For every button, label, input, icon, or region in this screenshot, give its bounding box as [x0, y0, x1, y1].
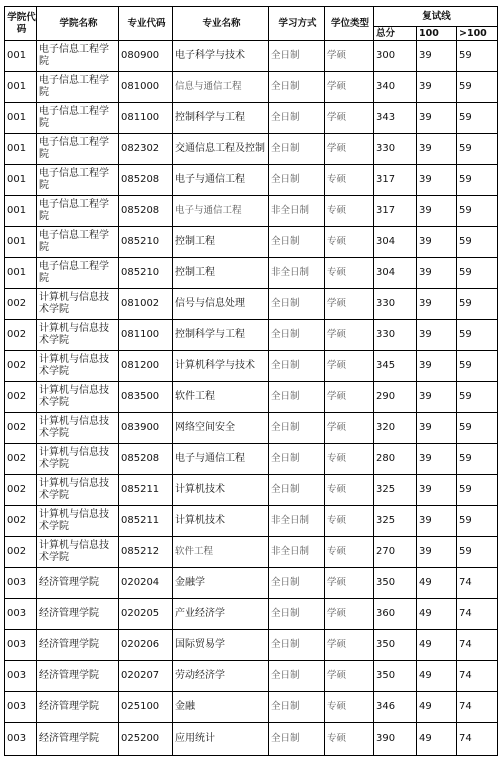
major-code-cell: 081100	[119, 320, 173, 351]
study-mode-cell: 全日制	[269, 599, 325, 630]
table-row	[5, 103, 498, 134]
major-code-cell: 081100	[119, 103, 173, 134]
study-mode-cell: 全日制	[269, 351, 325, 382]
college-code-cell: 003	[5, 630, 37, 661]
degree-type-cell: 专硕	[325, 165, 374, 196]
college-name-cell: 计算机与信息技术学院	[37, 320, 119, 351]
score-100-cell: 39	[417, 72, 457, 103]
table-row	[5, 165, 498, 196]
degree-type-cell: 学硕	[325, 134, 374, 165]
college-code-cell: 001	[5, 258, 37, 289]
study-mode-cell: 全日制	[269, 413, 325, 444]
study-mode-cell: 非全日制	[269, 537, 325, 568]
degree-type-cell: 专硕	[325, 537, 374, 568]
college-code-cell: 001	[5, 196, 37, 227]
major-name-cell: 计算机技术	[173, 506, 269, 537]
table-row	[5, 599, 498, 630]
college-code-cell: 001	[5, 72, 37, 103]
score-100-cell: 39	[417, 227, 457, 258]
degree-type-cell: 专硕	[325, 444, 374, 475]
major-code-cell: 020205	[119, 599, 173, 630]
college-name-cell: 电子信息工程学院	[37, 165, 119, 196]
major-code-cell: 081000	[119, 72, 173, 103]
score-gt100-cell: 59	[457, 351, 498, 382]
college-code-cell: 002	[5, 413, 37, 444]
major-code-cell: 085212	[119, 537, 173, 568]
total-score-cell: 325	[374, 506, 417, 537]
total-score-cell: 360	[374, 599, 417, 630]
table-row	[5, 134, 498, 165]
score-gt100-cell: 74	[457, 692, 498, 723]
major-code-cell: 085208	[119, 444, 173, 475]
total-score-cell: 346	[374, 692, 417, 723]
score-gt100-cell: 59	[457, 475, 498, 506]
degree-type-cell: 学硕	[325, 630, 374, 661]
score-100-cell: 39	[417, 165, 457, 196]
major-code-cell: 083900	[119, 413, 173, 444]
college-code-cell: 001	[5, 41, 37, 72]
college-name-cell: 经济管理学院	[37, 568, 119, 599]
major-code-cell: 085208	[119, 196, 173, 227]
major-code-cell: 081002	[119, 289, 173, 320]
score-100-cell: 39	[417, 382, 457, 413]
score-gt100-cell: 74	[457, 630, 498, 661]
college-name-cell: 计算机与信息技术学院	[37, 289, 119, 320]
score-100-cell: 39	[417, 41, 457, 72]
table-row	[5, 413, 498, 444]
major-name-cell: 金融学	[173, 568, 269, 599]
total-score-cell: 330	[374, 289, 417, 320]
college-name-cell: 计算机与信息技术学院	[37, 537, 119, 568]
major-code-cell: 080900	[119, 41, 173, 72]
college-code-cell: 002	[5, 475, 37, 506]
college-name-cell: 计算机与信息技术学院	[37, 413, 119, 444]
college-code-cell: 003	[5, 568, 37, 599]
table-row	[5, 320, 498, 351]
total-score-cell: 343	[374, 103, 417, 134]
major-name-cell: 软件工程	[173, 537, 269, 568]
score-gt100-cell: 74	[457, 599, 498, 630]
major-name-cell: 信息与通信工程	[173, 72, 269, 103]
major-name-cell: 交通信息工程及控制	[173, 134, 269, 165]
degree-type-cell: 专硕	[325, 692, 374, 723]
table-row	[5, 568, 498, 599]
major-code-cell: 085211	[119, 475, 173, 506]
score-gt100-cell: 59	[457, 227, 498, 258]
degree-type-cell: 学硕	[325, 413, 374, 444]
degree-type-cell: 学硕	[325, 320, 374, 351]
retest-score-table	[4, 6, 498, 756]
table-row	[5, 692, 498, 723]
total-score-cell: 304	[374, 258, 417, 289]
study-mode-cell: 全日制	[269, 289, 325, 320]
score-table-container	[4, 6, 498, 756]
table-row	[5, 196, 498, 227]
total-score-cell: 325	[374, 475, 417, 506]
study-mode-cell: 全日制	[269, 661, 325, 692]
college-code-cell: 002	[5, 506, 37, 537]
score-gt100-cell: 59	[457, 165, 498, 196]
study-mode-cell: 全日制	[269, 692, 325, 723]
study-mode-cell: 全日制	[269, 444, 325, 475]
major-name-cell: 计算机科学与技术	[173, 351, 269, 382]
total-score-cell: 350	[374, 661, 417, 692]
college-code-cell: 002	[5, 444, 37, 475]
college-name-cell: 电子信息工程学院	[37, 134, 119, 165]
score-gt100-cell: 74	[457, 568, 498, 599]
score-gt100-cell: 59	[457, 289, 498, 320]
college-code-cell: 002	[5, 351, 37, 382]
major-name-cell: 金融	[173, 692, 269, 723]
major-name-cell: 电子与通信工程	[173, 444, 269, 475]
degree-type-cell: 专硕	[325, 475, 374, 506]
header-major-name: 专业名称	[173, 7, 269, 41]
study-mode-cell: 全日制	[269, 723, 325, 756]
major-code-cell: 025100	[119, 692, 173, 723]
major-name-cell: 电子与通信工程	[173, 165, 269, 196]
header-major-code: 专业代码	[119, 7, 173, 41]
college-code-cell: 001	[5, 134, 37, 165]
score-gt100-cell: 59	[457, 413, 498, 444]
degree-type-cell: 学硕	[325, 289, 374, 320]
college-code-cell: 003	[5, 692, 37, 723]
total-score-cell: 317	[374, 165, 417, 196]
degree-type-cell: 专硕	[325, 196, 374, 227]
score-100-cell: 39	[417, 444, 457, 475]
college-name-cell: 经济管理学院	[37, 692, 119, 723]
major-name-cell: 网络空间安全	[173, 413, 269, 444]
header-college-code: 学院代码	[5, 7, 37, 41]
table-row	[5, 289, 498, 320]
table-row	[5, 723, 498, 756]
score-100-cell: 39	[417, 537, 457, 568]
college-code-cell: 002	[5, 289, 37, 320]
total-score-cell: 345	[374, 351, 417, 382]
score-100-cell: 49	[417, 661, 457, 692]
college-code-cell: 002	[5, 382, 37, 413]
total-score-cell: 300	[374, 41, 417, 72]
college-name-cell: 电子信息工程学院	[37, 258, 119, 289]
total-score-cell: 350	[374, 630, 417, 661]
degree-type-cell: 学硕	[325, 103, 374, 134]
major-code-cell: 020207	[119, 661, 173, 692]
score-gt100-cell: 59	[457, 537, 498, 568]
college-code-cell: 002	[5, 320, 37, 351]
study-mode-cell: 全日制	[269, 630, 325, 661]
college-name-cell: 电子信息工程学院	[37, 227, 119, 258]
college-code-cell: 002	[5, 537, 37, 568]
degree-type-cell: 专硕	[325, 506, 374, 537]
college-code-cell: 001	[5, 165, 37, 196]
score-100-cell: 39	[417, 289, 457, 320]
college-name-cell: 计算机与信息技术学院	[37, 475, 119, 506]
major-code-cell: 082302	[119, 134, 173, 165]
table-row	[5, 258, 498, 289]
major-name-cell: 产业经济学	[173, 599, 269, 630]
major-code-cell: 085210	[119, 258, 173, 289]
total-score-cell: 340	[374, 72, 417, 103]
study-mode-cell: 全日制	[269, 475, 325, 506]
score-gt100-cell: 59	[457, 134, 498, 165]
score-100-cell: 49	[417, 568, 457, 599]
major-code-cell: 020206	[119, 630, 173, 661]
score-100-cell: 39	[417, 475, 457, 506]
table-row	[5, 41, 498, 72]
study-mode-cell: 非全日制	[269, 506, 325, 537]
score-gt100-cell: 59	[457, 41, 498, 72]
college-name-cell: 计算机与信息技术学院	[37, 506, 119, 537]
study-mode-cell: 全日制	[269, 227, 325, 258]
total-score-cell: 320	[374, 413, 417, 444]
major-name-cell: 控制工程	[173, 258, 269, 289]
college-name-cell: 经济管理学院	[37, 630, 119, 661]
score-100-cell: 39	[417, 351, 457, 382]
major-name-cell: 控制科学与工程	[173, 103, 269, 134]
college-name-cell: 经济管理学院	[37, 599, 119, 630]
study-mode-cell: 非全日制	[269, 196, 325, 227]
degree-type-cell: 学硕	[325, 568, 374, 599]
score-100-cell: 39	[417, 134, 457, 165]
study-mode-cell: 全日制	[269, 382, 325, 413]
degree-type-cell: 学硕	[325, 72, 374, 103]
header-retest-line: 复试线	[374, 7, 498, 27]
major-name-cell: 国际贸易学	[173, 630, 269, 661]
major-name-cell: 计算机技术	[173, 475, 269, 506]
score-100-cell: 39	[417, 413, 457, 444]
score-100-cell: 49	[417, 599, 457, 630]
score-gt100-cell: 59	[457, 444, 498, 475]
college-code-cell: 003	[5, 599, 37, 630]
college-name-cell: 计算机与信息技术学院	[37, 382, 119, 413]
major-name-cell: 电子与通信工程	[173, 196, 269, 227]
score-gt100-cell: 59	[457, 320, 498, 351]
study-mode-cell: 全日制	[269, 320, 325, 351]
degree-type-cell: 专硕	[325, 227, 374, 258]
college-code-cell: 001	[5, 227, 37, 258]
table-row	[5, 630, 498, 661]
header-degree-type: 学位类型	[325, 7, 374, 41]
degree-type-cell: 学硕	[325, 661, 374, 692]
degree-type-cell: 学硕	[325, 382, 374, 413]
header-college-name: 学院名称	[37, 7, 119, 41]
degree-type-cell: 学硕	[325, 599, 374, 630]
college-name-cell: 计算机与信息技术学院	[37, 351, 119, 382]
score-gt100-cell: 74	[457, 723, 498, 756]
study-mode-cell: 全日制	[269, 72, 325, 103]
header-score-gt100: >100	[457, 27, 498, 41]
total-score-cell: 290	[374, 382, 417, 413]
college-name-cell: 经济管理学院	[37, 661, 119, 692]
major-code-cell: 085210	[119, 227, 173, 258]
score-gt100-cell: 59	[457, 103, 498, 134]
header-study-mode: 学习方式	[269, 7, 325, 41]
major-code-cell: 085211	[119, 506, 173, 537]
college-code-cell: 003	[5, 723, 37, 756]
major-code-cell: 020204	[119, 568, 173, 599]
major-name-cell: 控制工程	[173, 227, 269, 258]
table-row	[5, 351, 498, 382]
score-100-cell: 49	[417, 723, 457, 756]
table-row	[5, 72, 498, 103]
college-name-cell: 经济管理学院	[37, 723, 119, 756]
total-score-cell: 280	[374, 444, 417, 475]
college-name-cell: 电子信息工程学院	[37, 72, 119, 103]
major-name-cell: 信号与信息处理	[173, 289, 269, 320]
study-mode-cell: 全日制	[269, 41, 325, 72]
score-100-cell: 39	[417, 320, 457, 351]
table-row	[5, 382, 498, 413]
study-mode-cell: 全日制	[269, 165, 325, 196]
table-row	[5, 475, 498, 506]
header-total: 总分	[374, 27, 417, 41]
major-code-cell: 025200	[119, 723, 173, 756]
score-100-cell: 49	[417, 692, 457, 723]
total-score-cell: 304	[374, 227, 417, 258]
major-name-cell: 劳动经济学	[173, 661, 269, 692]
score-gt100-cell: 74	[457, 661, 498, 692]
college-code-cell: 003	[5, 661, 37, 692]
major-code-cell: 083500	[119, 382, 173, 413]
degree-type-cell: 专硕	[325, 723, 374, 756]
table-row	[5, 661, 498, 692]
score-100-cell: 39	[417, 506, 457, 537]
table-row	[5, 506, 498, 537]
major-name-cell: 电子科学与技术	[173, 41, 269, 72]
score-gt100-cell: 59	[457, 72, 498, 103]
total-score-cell: 330	[374, 134, 417, 165]
college-name-cell: 电子信息工程学院	[37, 103, 119, 134]
major-name-cell: 软件工程	[173, 382, 269, 413]
table-row	[5, 227, 498, 258]
total-score-cell: 317	[374, 196, 417, 227]
college-code-cell: 001	[5, 103, 37, 134]
total-score-cell: 390	[374, 723, 417, 756]
score-100-cell: 49	[417, 630, 457, 661]
table-row	[5, 444, 498, 475]
study-mode-cell: 非全日制	[269, 258, 325, 289]
score-gt100-cell: 59	[457, 382, 498, 413]
header-score-100: 100	[417, 27, 457, 41]
study-mode-cell: 全日制	[269, 134, 325, 165]
score-100-cell: 39	[417, 258, 457, 289]
score-gt100-cell: 59	[457, 196, 498, 227]
college-name-cell: 电子信息工程学院	[37, 41, 119, 72]
degree-type-cell: 专硕	[325, 258, 374, 289]
total-score-cell: 350	[374, 568, 417, 599]
score-100-cell: 39	[417, 196, 457, 227]
college-name-cell: 计算机与信息技术学院	[37, 444, 119, 475]
score-gt100-cell: 59	[457, 506, 498, 537]
study-mode-cell: 全日制	[269, 103, 325, 134]
total-score-cell: 270	[374, 537, 417, 568]
college-name-cell: 电子信息工程学院	[37, 196, 119, 227]
table-row	[5, 537, 498, 568]
degree-type-cell: 学硕	[325, 41, 374, 72]
major-code-cell: 085208	[119, 165, 173, 196]
score-gt100-cell: 59	[457, 258, 498, 289]
score-100-cell: 39	[417, 103, 457, 134]
degree-type-cell: 学硕	[325, 351, 374, 382]
major-code-cell: 081200	[119, 351, 173, 382]
major-name-cell: 应用统计	[173, 723, 269, 756]
study-mode-cell: 全日制	[269, 568, 325, 599]
total-score-cell: 330	[374, 320, 417, 351]
table-body	[5, 41, 498, 756]
major-name-cell: 控制科学与工程	[173, 320, 269, 351]
